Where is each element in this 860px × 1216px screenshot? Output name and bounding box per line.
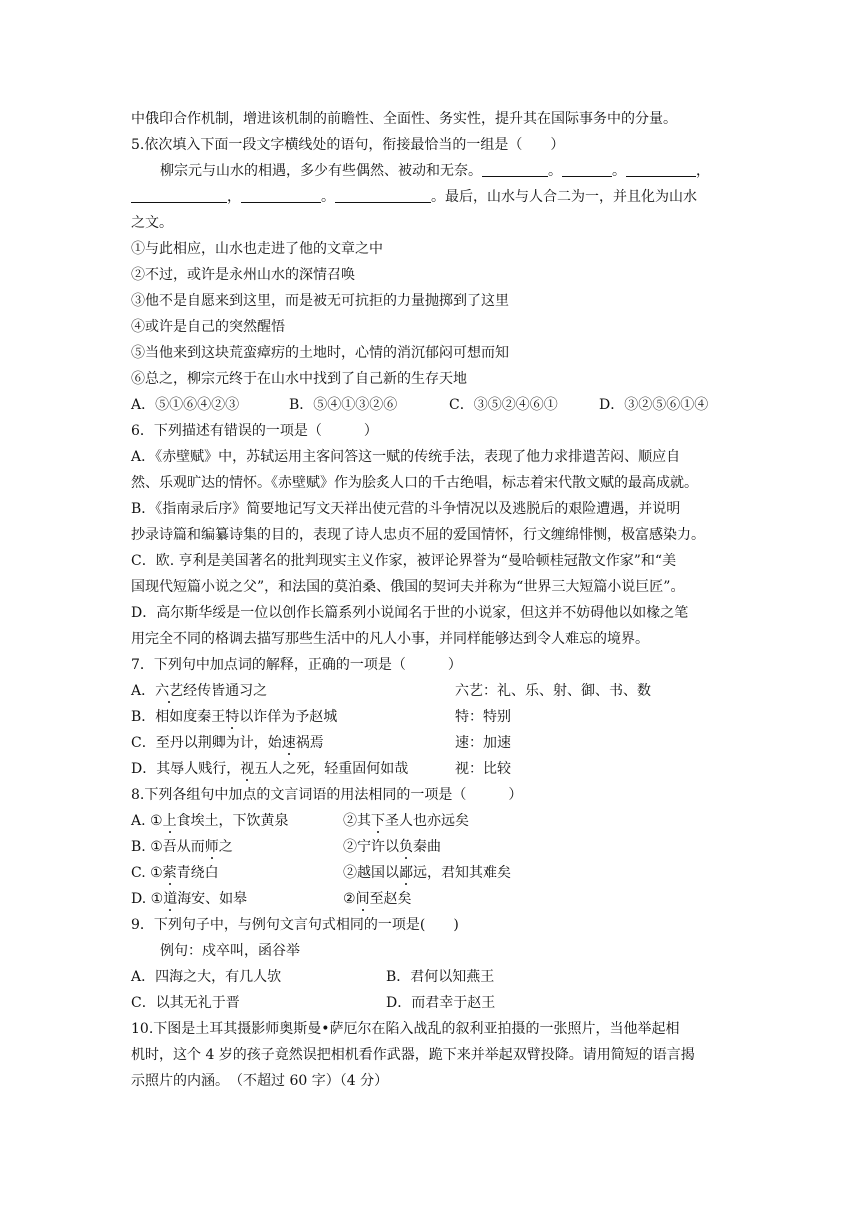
text: D. ① bbox=[131, 891, 164, 907]
q6-stem: 6．下列描述有错误的一项是（ ） bbox=[131, 423, 378, 439]
blank bbox=[626, 162, 696, 177]
q5-option-d: D．③②⑤⑥①④ bbox=[599, 397, 709, 413]
text: A. ① bbox=[131, 813, 163, 829]
q7-gloss-a: 六艺：礼、乐、射、御、书、数 bbox=[455, 683, 651, 699]
dotted-word: 六艺 bbox=[155, 683, 184, 699]
text: ②宁许以 bbox=[343, 839, 399, 855]
dotted-word: 萦 bbox=[162, 865, 177, 881]
dotted-word: 下 bbox=[371, 813, 385, 829]
q5-item: ⑥总之，柳宗元终于在山水中找到了自己新的生存天地 bbox=[131, 371, 467, 387]
blank bbox=[241, 188, 321, 203]
q5-paragraph-text: 。最后，山水与人合二为一，并且化为山水 bbox=[431, 189, 697, 205]
blank bbox=[482, 162, 548, 177]
q6-line: B．《指南录后序》简要地记写文天祥出使元营的斗争情况以及逃脱后的艰险遭遇，并说明 bbox=[131, 501, 681, 517]
dotted-word: 师 bbox=[204, 839, 219, 855]
q7-gloss-d: 视：比较 bbox=[455, 761, 511, 777]
q9-stem: 9．下列句子中，与例句文言句式相同的一项是( ) bbox=[131, 917, 459, 933]
q8-option-c bbox=[131, 864, 511, 882]
q5-paragraph-line-3: 之文。 bbox=[131, 215, 173, 231]
q7-option-b bbox=[131, 708, 337, 726]
text: 之 bbox=[218, 839, 233, 855]
q10-line: 机时，这个 4 岁的孩子竟然误把相机看作武器，跪下来并举起双臂投降。请用简短的语言揭 bbox=[131, 1047, 695, 1063]
text: B. ①吾从而 bbox=[131, 839, 205, 855]
text: 青绕白 bbox=[176, 865, 219, 881]
q5-item: ④或许是自己的突然醒悟 bbox=[131, 319, 285, 335]
blank bbox=[131, 188, 227, 203]
dotted-word: 视 bbox=[240, 761, 255, 777]
q7-option-d bbox=[131, 760, 408, 778]
blank bbox=[335, 188, 431, 203]
q7-gloss-c: 速：加速 bbox=[455, 735, 511, 751]
q9-example: 例句：戍卒叫，函谷举 bbox=[160, 943, 300, 959]
q8-stem: 8.下列各组句中加点的文言词语的用法相同的一项是（ ） bbox=[131, 787, 523, 803]
q6-line: A．《赤壁赋》中，苏轼运用主客问答这一赋的传统手法，表现了他力求排遣苦闷、顺应自 bbox=[131, 449, 681, 465]
q5-item: ②不过，或许是永州山水的深情召唤 bbox=[131, 267, 355, 283]
q10-line: 10.下图是土耳其摄影师奥斯曼•萨厄尔在陷入战乱的叙利亚拍摄的一张照片，当他举起相 bbox=[131, 1021, 680, 1037]
text: 秦曲 bbox=[413, 839, 441, 855]
q6-line: D．高尔斯华绥是一位以创作长篇系列小说闻名于世的小说家，但这并不妨碍他以如椽之笔 bbox=[131, 605, 689, 621]
q8-option-b bbox=[131, 838, 441, 856]
text: B．相如度秦王 bbox=[131, 709, 226, 725]
text: D．其辱人贱行， bbox=[131, 761, 241, 777]
q6-line: 然、乐观旷达的情怀。《赤壁赋》作为脍炙人口的千古绝唱，标志着宋代散文赋的最高成就。 bbox=[131, 475, 698, 491]
q9-option-b: B．君何以知燕王 bbox=[386, 969, 495, 985]
q9-option-c: C．以其无礼于晋 bbox=[131, 995, 240, 1011]
text: C. ① bbox=[131, 865, 163, 881]
text: 以诈佯为予赵城 bbox=[239, 709, 338, 725]
q9-option-a: A．四海之大，有几人欤 bbox=[131, 969, 282, 985]
q5-options bbox=[131, 396, 708, 414]
q7-option-c bbox=[131, 734, 324, 752]
text: 圣人也亦远矣 bbox=[385, 813, 469, 829]
q6-line: C．欧. 亨利是美国著名的批判现实主义作家，被评论界誉为“曼哈顿桂冠散文作家”和“美 bbox=[131, 553, 677, 569]
q5-paragraph-text: 柳宗元与山水的相遇，多少有些偶然、被动和无奈。 bbox=[160, 163, 482, 179]
dotted-word: 负 bbox=[399, 839, 413, 855]
q5-item: ⑤当他来到这块荒蛮瘴疠的土地时，心情的消沉郁闷可想而知 bbox=[131, 345, 509, 361]
q7-gloss-b: 特：特别 bbox=[455, 709, 511, 725]
q9-option-d: D．而君幸于赵王 bbox=[386, 995, 496, 1011]
intro-line: 中俄印合作机制，增进该机制的前瞻性、全面性、务实性，提升其在国际事务中的分量。 bbox=[131, 111, 677, 127]
text: ②其 bbox=[343, 813, 371, 829]
q5-item: ①与此相应，山水也走进了他的文章之中 bbox=[131, 241, 383, 257]
dotted-word: 鄙 bbox=[399, 865, 413, 881]
text: 经传皆通习之 bbox=[183, 683, 268, 699]
q8-option-d bbox=[131, 890, 412, 908]
q5-option-c: C．③⑤②④⑥① bbox=[449, 397, 558, 413]
q5-paragraph-line-1: 柳宗元与山水的相遇，多少有些偶然、被动和无奈。 。 。 ， bbox=[160, 163, 710, 179]
text: 远，君知其难矣 bbox=[413, 865, 511, 881]
dotted-word: 间 bbox=[355, 891, 370, 907]
dotted-word: 特 bbox=[225, 709, 240, 725]
text: 祸焉 bbox=[295, 735, 324, 751]
q5-item: ③他不是自愿来到这里，而是被无可抗拒的力量抛掷到了这里 bbox=[131, 293, 509, 309]
q7-option-a bbox=[131, 682, 267, 700]
q5-option-a: A．⑤①⑥④②③ bbox=[131, 397, 240, 413]
text: 食埃土，下饮黄泉 bbox=[176, 813, 289, 829]
blank bbox=[562, 162, 612, 177]
q10-line: 示照片的内涵。 （不超过 60 字）（4 分） bbox=[131, 1073, 389, 1089]
q6-line: 国现代短篇小说之父”，和法国的莫泊桑、俄国的契诃夫并称为“世界三大短篇小说巨匠”。 bbox=[131, 579, 685, 595]
dotted-word: 道 bbox=[163, 891, 178, 907]
text: ②越国以 bbox=[343, 865, 399, 881]
text: 至赵矣 bbox=[369, 891, 412, 907]
text: ② bbox=[343, 891, 356, 907]
text: A． bbox=[131, 683, 156, 699]
dotted-word: 上 bbox=[162, 813, 177, 829]
text: 五人之死，轻重固何如哉 bbox=[254, 761, 409, 777]
q5-paragraph-line-2: ， 。 。最后，山水与人合二为一，并且化为山水 bbox=[131, 188, 697, 206]
q6-line: 抄录诗篇和编纂诗集的目的，表现了诗人忠贞不屈的爱国情怀，行文缠绵悱恻，极富感染力。 bbox=[131, 527, 705, 543]
q6-line: 用完全不同的格调去描写那些生活中的凡人小事，并同样能够达到令人难忘的境界。 bbox=[131, 631, 649, 647]
q5-option-b: B．⑤④①③②⑥ bbox=[289, 397, 398, 413]
dotted-word: 速 bbox=[281, 735, 296, 751]
q8-option-a bbox=[131, 812, 469, 830]
q5-stem: 5.依次填入下面一段文字横线处的语句，衔接最恰当的一组是（ ） bbox=[131, 137, 565, 153]
text: 海安、如皋 bbox=[177, 891, 248, 907]
q7-stem: 7．下列句中加点词的解释，正确的一项是（ ） bbox=[131, 657, 462, 673]
text: C．至丹以荆卿为计，始 bbox=[131, 735, 282, 751]
